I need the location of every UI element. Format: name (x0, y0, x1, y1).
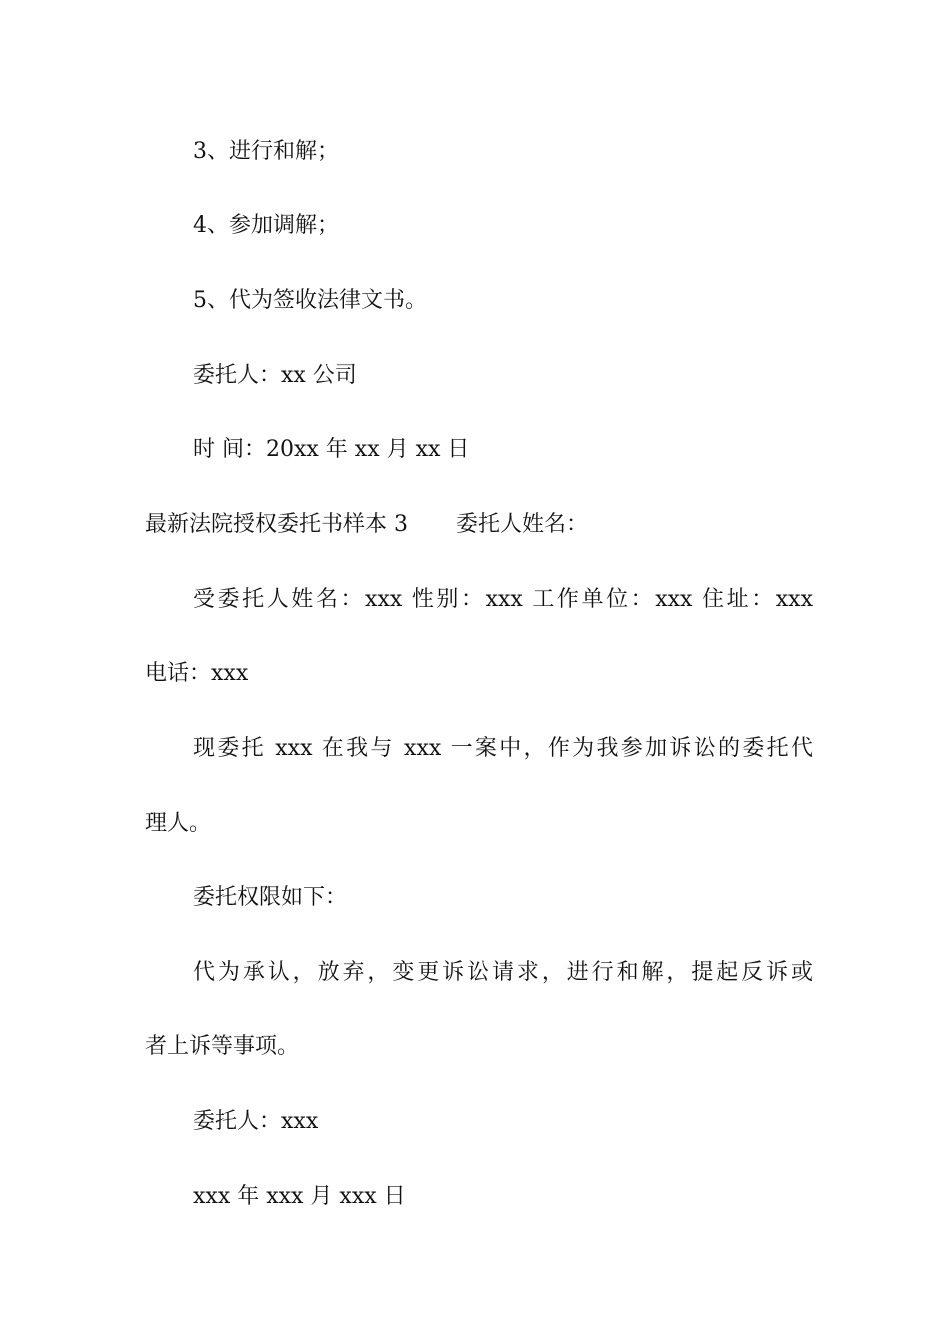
authority-heading: 委托权限如下： (193, 885, 348, 910)
section-heading-line (145, 505, 810, 545)
entrust-paragraph-line-1: 现委托 xxx 在我与 xxx 一案中，作为我参加诉讼的委托代 (193, 736, 813, 761)
section-title: 最新法院授权委托书样本 3 (145, 512, 408, 537)
paragraph-item-4: 4、参加调解； (193, 213, 339, 238)
principal-name-label: 委托人姓名： (456, 512, 589, 537)
entrust-paragraph-line-2: 理人。 (145, 811, 212, 836)
paragraph-item-5: 5、代为签收法律文书。 (193, 288, 427, 313)
signature-date-line: xxx 年 xxx 月 xxx 日 (193, 1184, 406, 1209)
authority-paragraph-line-2: 者上诉等事项。 (145, 1034, 300, 1059)
authority-paragraph-line-1: 代为承认，放弃，变更诉讼请求，进行和解，提起反诉或 (193, 960, 813, 985)
agent-info-line: 受委托人姓名：xxx 性别：xxx 工作单位：xxx 住址：xxx (193, 587, 813, 612)
paragraph-item-3: 3、进行和解； (193, 139, 339, 164)
date-line: 时 间：20xx 年 xx 月 xx 日 (193, 437, 470, 462)
phone-line: 电话：xxx (145, 661, 249, 686)
signature-principal-line: 委托人：xxx (193, 1109, 319, 1134)
principal-line: 委托人：xx 公司 (193, 363, 357, 388)
